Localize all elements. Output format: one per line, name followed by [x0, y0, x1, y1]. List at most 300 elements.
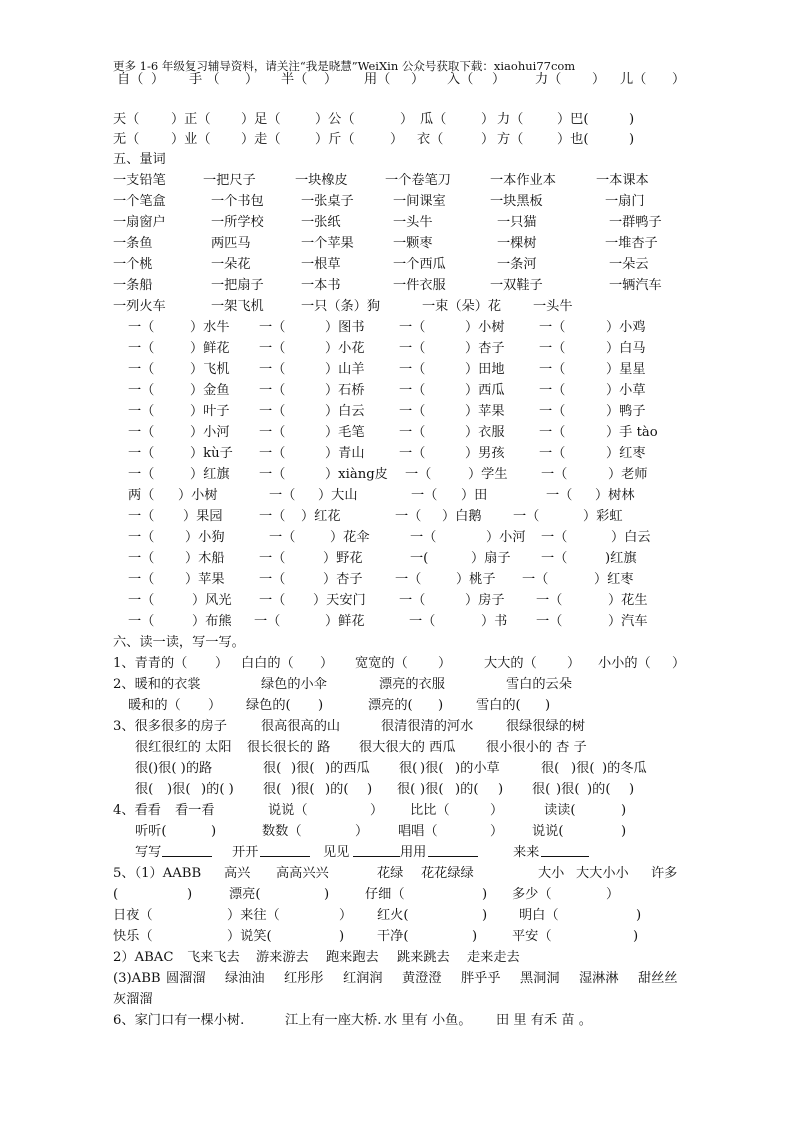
line-text: 六、读一读，写一写。 — [113, 635, 245, 650]
line-text: 一（ — [259, 383, 286, 398]
line-text: ）书 — [481, 614, 508, 629]
line-text: 五、量词 — [113, 152, 166, 167]
line-text: 看一看 — [175, 803, 215, 818]
line-text: 用用 — [400, 845, 427, 860]
line-text: 一个苹果 — [301, 236, 354, 251]
line-text: 一块黑板 — [490, 194, 543, 209]
line-text: 一（ — [128, 509, 155, 524]
line-text: 江上有一座大桥. — [285, 1013, 382, 1028]
line-text: ） — [490, 803, 504, 818]
line-text: 一（ — [546, 488, 573, 503]
line-text: 黑洞洞 — [520, 971, 560, 986]
line-text: 一（ — [541, 551, 568, 566]
line-text: 半（ — [281, 72, 308, 87]
line-text: ) — [438, 698, 444, 713]
line-text: 一（ — [259, 362, 286, 377]
line-text: 很( — [532, 782, 551, 797]
line-text: 灰溜溜 — [113, 992, 153, 1007]
line-text: ）男孩 — [465, 446, 505, 461]
line-text: 许多 — [651, 866, 678, 881]
line-text: ） — [339, 908, 353, 923]
line-text: 一（ — [399, 383, 426, 398]
line-text: 明白（ — [519, 908, 559, 923]
line-text: ） — [208, 698, 222, 713]
line-text: 很大很大的 西瓜 — [359, 740, 456, 755]
line-text: ）花伞 — [330, 530, 370, 545]
line-text: 一头牛 — [393, 215, 433, 230]
line-text: 红彤彤 — [284, 971, 324, 986]
line-text: 衣（ — [417, 132, 444, 147]
line-text: ）小狗 — [185, 530, 225, 545]
line-text: ) — [472, 929, 478, 944]
line-text: 一辆汽车 — [609, 278, 662, 293]
line-text: )的( ) — [201, 782, 234, 797]
line-text: ）果园 — [183, 509, 223, 524]
line-text: 2、暖和的衣裳 — [113, 677, 201, 692]
line-text: 一个笔盒 — [113, 194, 166, 209]
line-text: 一（ — [269, 488, 296, 503]
line-text: 一张纸 — [301, 215, 341, 230]
line-text: )很( — [571, 761, 595, 776]
answer-blank[interactable] — [260, 843, 310, 857]
line-text: )很( )的路 — [153, 761, 213, 776]
line-text: ) — [621, 803, 627, 818]
line-text: 一间课室 — [393, 194, 446, 209]
line-text: ）野花 — [323, 551, 363, 566]
line-text: 一（ — [259, 404, 286, 419]
line-text: 平安（ — [512, 929, 552, 944]
line-text: 一朵花 — [211, 257, 251, 272]
line-text: ) — [367, 782, 373, 797]
answer-blank[interactable] — [428, 843, 478, 857]
line-text: )很( — [291, 761, 315, 776]
line-text: 一（ — [399, 362, 426, 377]
line-text: ）山羊 — [325, 362, 365, 377]
line-text: 一( — [410, 551, 429, 566]
line-text: 一（ — [513, 509, 540, 524]
line-text: 一（ — [539, 320, 566, 335]
line-text: )的( — [455, 782, 479, 797]
line-text: )很( — [291, 782, 315, 797]
line-text: 一（ — [128, 530, 155, 545]
line-text: ） — [215, 656, 229, 671]
line-text: 走来走去 — [467, 950, 520, 965]
line-text: 听听( — [135, 824, 167, 839]
line-text: 湿淋淋 — [579, 971, 619, 986]
line-text: ）鲜花 — [190, 341, 230, 356]
line-text: ) — [636, 908, 642, 923]
line-text: 很( — [135, 761, 154, 776]
line-text: 很绿很绿的树 — [506, 719, 586, 734]
line-text: ） — [606, 887, 620, 902]
line-text: ） — [320, 656, 334, 671]
line-text: 一扇窗户 — [113, 215, 166, 230]
line-text: ）小花 — [325, 341, 365, 356]
line-text: ）杏子 — [323, 572, 363, 587]
line-text: 水 里有 小鱼。 — [384, 1013, 472, 1028]
line-text: 一条河 — [497, 257, 537, 272]
line-text: ）大山 — [318, 488, 358, 503]
line-text: ） — [481, 132, 495, 147]
line-text: 一本书 — [301, 278, 341, 293]
line-text: 一（ — [539, 383, 566, 398]
page-header: 更多 1-6 年级复习辅导资料，请关注“我是晓慧”WeiXin 公众号获取下载：xiaohui77com — [113, 59, 576, 73]
line-text: 快乐（ — [113, 929, 153, 944]
line-text: ）图书 — [325, 320, 365, 335]
line-text: ) — [482, 908, 488, 923]
line-text: 花花绿绿 — [421, 866, 474, 881]
line-text: 来来 — [513, 845, 540, 860]
line-text: ）衣服 — [465, 425, 505, 440]
line-text: 很红很红的 太阳 — [135, 740, 232, 755]
line-text: ）毛笔 — [325, 425, 365, 440]
line-text: ）小河 — [190, 425, 230, 440]
line-text: 很清很清的河水 — [381, 719, 474, 734]
line-text: 一（ — [541, 467, 568, 482]
line-text: 比比（ — [410, 803, 450, 818]
line-text: 一（ — [522, 572, 549, 587]
line-text: 宽宽的（ — [355, 656, 408, 671]
line-text: 6、家门口有一棵小树. — [113, 1013, 245, 1028]
line-text: ( — [113, 887, 119, 902]
line-text: 一只（条）狗 — [301, 299, 381, 314]
line-text: 自（ — [117, 72, 144, 87]
line-text: 一本作业本 — [490, 173, 556, 188]
line-text: 一（ — [539, 446, 566, 461]
line-text: 一（ — [269, 530, 296, 545]
line-text: 一（ — [539, 404, 566, 419]
line-text: 很( — [263, 761, 282, 776]
answer-blank[interactable] — [353, 843, 400, 857]
line-text: 一本课本 — [596, 173, 649, 188]
line-text: 写写 — [135, 845, 162, 860]
line-text: 一（ — [128, 572, 155, 587]
line-text: 一（ — [128, 404, 155, 419]
line-text: 一张桌子 — [301, 194, 354, 209]
line-text: 漂亮( — [229, 887, 261, 902]
line-text: ）苹果 — [465, 404, 505, 419]
line-text: 胖乎乎 — [461, 971, 501, 986]
line-text: 说说（ — [268, 803, 308, 818]
line-text: 一（ — [259, 425, 286, 440]
line-text: ）走（ — [241, 132, 281, 147]
line-text: )很( — [420, 761, 444, 776]
line-text: )很( — [167, 782, 191, 797]
line-text: 一根草 — [301, 257, 341, 272]
line-text: ）杏子 — [465, 341, 505, 356]
line-text: ）斤（ — [315, 132, 355, 147]
line-text: 一（ — [259, 467, 286, 482]
line-text: )的西瓜 — [325, 761, 370, 776]
line-text: ) — [629, 782, 635, 797]
line-text: 手 （ — [189, 72, 220, 87]
line-text: ）星星 — [606, 362, 646, 377]
line-text: 暖和的（ — [128, 698, 181, 713]
line-text: 一个西瓜 — [393, 257, 446, 272]
line-text: ) — [324, 887, 330, 902]
line-text: 一（ — [128, 467, 155, 482]
line-text: ）xiàng皮 — [325, 467, 388, 482]
line-text: 很( — [397, 782, 416, 797]
line-text: 漂亮的( — [368, 698, 413, 713]
line-text: 一（ — [259, 551, 286, 566]
line-text: 飞来飞去 — [187, 950, 240, 965]
line-text: ）田 — [461, 488, 488, 503]
line-text: 高高兴兴 — [276, 866, 329, 881]
line-text: ） — [481, 112, 495, 127]
line-text: 一所学校 — [211, 215, 264, 230]
line-text: 一颗枣 — [393, 236, 433, 251]
line-text: ）房子 — [465, 593, 505, 608]
line-text: 很( — [541, 761, 560, 776]
line-text: )的( — [587, 782, 611, 797]
line-text: 一（ — [411, 488, 438, 503]
line-text: 一群鸭子 — [609, 215, 662, 230]
line-text: ）白云 — [611, 530, 651, 545]
line-text: (3)ABB — [113, 971, 161, 986]
line-text: 无（ — [113, 132, 140, 147]
line-text: ） — [490, 824, 504, 839]
line-text: 漂亮的衣服 — [379, 677, 445, 692]
line-text: 很( — [399, 761, 418, 776]
line-text: 一（ — [399, 593, 426, 608]
line-text: 很长很长的 路 — [247, 740, 331, 755]
line-text: )红旗 — [605, 551, 637, 566]
line-text: ）业（ — [171, 132, 211, 147]
line-text: ）白马 — [606, 341, 646, 356]
line-text: 一条船 — [113, 278, 153, 293]
line-text: 一把扇子 — [211, 278, 264, 293]
line-text: ）花生 — [608, 593, 648, 608]
line-text: ）苹果 — [185, 572, 225, 587]
line-text: ） — [355, 824, 369, 839]
line-text: ）扇子 — [471, 551, 511, 566]
line-text: 一（ — [128, 362, 155, 377]
line-text: )很( — [420, 782, 444, 797]
line-text: 日夜（ — [113, 908, 153, 923]
line-text: ）树林 — [595, 488, 635, 503]
line-text: 一（ — [536, 593, 563, 608]
line-text: ）kù子 — [190, 446, 233, 461]
line-text: 很( — [263, 782, 282, 797]
line-text: 一（ — [395, 572, 422, 587]
line-text: ） — [324, 72, 338, 87]
line-text: 一支铅笔 — [113, 173, 166, 188]
line-text: ) — [187, 887, 193, 902]
line-text: ） — [390, 132, 404, 147]
line-text: 一只猫 — [497, 215, 537, 230]
line-text: 瓜（ — [420, 112, 447, 127]
line-text: ）公（ — [315, 112, 355, 127]
line-text: )的( — [325, 782, 349, 797]
line-text: 绿油油 — [225, 971, 265, 986]
line-text: 5、（1）AABB — [113, 866, 202, 881]
line-text: ）说笑( — [227, 929, 272, 944]
line-text: 一（ — [410, 530, 437, 545]
line-text: 一（ — [128, 551, 155, 566]
line-text: ） — [438, 656, 452, 671]
line-text: ）木船 — [185, 551, 225, 566]
line-text: ） — [492, 72, 506, 87]
line-text: 一架飞机 — [211, 299, 264, 314]
line-text: )的冬瓜 — [602, 761, 647, 776]
line-text: ）红花 — [301, 509, 341, 524]
line-text: ） — [592, 72, 606, 87]
line-text: 见见 — [323, 845, 350, 860]
line-text: 4、看看 — [113, 803, 161, 818]
line-text: ) — [339, 929, 345, 944]
answer-blank[interactable] — [162, 843, 212, 857]
line-text: 天（ — [113, 112, 140, 127]
line-text: ）小草 — [606, 383, 646, 398]
line-text: 一棵树 — [497, 236, 537, 251]
line-text: ） — [245, 72, 259, 87]
line-text: ） — [370, 803, 384, 818]
line-text: ) — [629, 112, 635, 127]
line-text: 小小的（ — [598, 656, 651, 671]
line-text: 一（ — [259, 509, 286, 524]
line-text: ）红枣 — [606, 446, 646, 461]
line-text: 一（ — [128, 446, 155, 461]
line-text: 一（ — [539, 425, 566, 440]
line-text: 入（ — [447, 72, 474, 87]
line-text: ）小树 — [178, 488, 218, 503]
line-text: 一（ — [128, 614, 155, 629]
line-text: ）红枣 — [594, 572, 634, 587]
line-text: ）彩虹 — [583, 509, 623, 524]
line-text: 一列火车 — [113, 299, 166, 314]
line-text: 雪白的云朵 — [506, 677, 572, 692]
line-text: 一件衣服 — [393, 278, 446, 293]
line-text: ）桃子 — [456, 572, 496, 587]
line-text: 多少（ — [512, 887, 552, 902]
line-text: 一（ — [399, 425, 426, 440]
line-text: ）鲜花 — [325, 614, 365, 629]
line-text: 一（ — [399, 341, 426, 356]
line-text: 力（ — [497, 112, 524, 127]
line-text: ） — [672, 72, 686, 87]
line-text: ）鸭子 — [606, 404, 646, 419]
line-text: ）青山 — [325, 446, 365, 461]
line-text: 很小很小的 杏 子 — [486, 740, 587, 755]
line-text: ）金鱼 — [190, 383, 230, 398]
line-text: 一（ — [405, 467, 432, 482]
line-text: 读读( — [544, 803, 576, 818]
line-text: 力（ — [535, 72, 562, 87]
line-text: 雪白的( — [476, 698, 521, 713]
line-text: 两匹马 — [211, 236, 251, 251]
line-text: ）石桥 — [325, 383, 365, 398]
line-text: 方（ — [497, 132, 524, 147]
line-text: ）小河 — [486, 530, 526, 545]
line-text: ） — [567, 656, 581, 671]
line-text: ）风光 — [192, 593, 232, 608]
line-text: 一（ — [259, 572, 286, 587]
line-text: ）飞机 — [190, 362, 230, 377]
line-text: 田 里 有禾 苗 。 — [496, 1013, 592, 1028]
line-text: 很( — [135, 782, 154, 797]
line-text: 一（ — [259, 320, 286, 335]
line-text: 一（ — [395, 509, 422, 524]
line-text: ) — [211, 824, 217, 839]
line-text: 一把尺子 — [203, 173, 256, 188]
line-text: 2）ABAC — [113, 950, 174, 965]
line-text: ）老师 — [608, 467, 648, 482]
line-text: 一（ — [259, 341, 286, 356]
line-text: 儿（ — [620, 72, 647, 87]
line-text: ）巴( — [557, 112, 589, 127]
line-text: 一堆杏子 — [605, 236, 658, 251]
line-text: 白白的（ — [241, 656, 294, 671]
line-text: 开开 — [232, 845, 259, 860]
line-text: ) — [629, 132, 635, 147]
line-text: ) — [498, 782, 504, 797]
line-text: ) — [633, 929, 639, 944]
line-text: 一（ — [128, 593, 155, 608]
line-text: 两（ — [128, 488, 155, 503]
line-text: ）正（ — [171, 112, 211, 127]
line-text: 一（ — [128, 320, 155, 335]
line-text: ) — [621, 824, 627, 839]
line-text: 用（ — [364, 72, 391, 87]
line-text: 一个书包 — [211, 194, 264, 209]
line-text: 花绿 — [377, 866, 404, 881]
line-text: ） — [151, 72, 165, 87]
answer-blank[interactable] — [541, 843, 589, 857]
line-text: 一（ — [399, 320, 426, 335]
line-text: 黄澄澄 — [402, 971, 442, 986]
line-text: 一（ — [399, 404, 426, 419]
line-text: 大大的（ — [484, 656, 537, 671]
line-text: ） — [672, 656, 686, 671]
line-text: 绿色的小伞 — [261, 677, 327, 692]
line-text: ）小鸡 — [606, 320, 646, 335]
line-text: 一个桃 — [113, 257, 153, 272]
line-text: 一束（朵）花 — [422, 299, 502, 314]
line-text: 一（ — [254, 614, 281, 629]
line-text: 一双鞋子 — [490, 278, 543, 293]
line-text: ）田地 — [465, 362, 505, 377]
line-text: 一条鱼 — [113, 236, 153, 251]
line-text: 大小 — [538, 866, 565, 881]
line-text: 圆溜溜 — [166, 971, 206, 986]
line-text: 一（ — [128, 383, 155, 398]
line-text: )很( — [556, 782, 580, 797]
line-text: ) — [482, 887, 488, 902]
line-text: 一（ — [259, 593, 286, 608]
line-text: 一扇门 — [605, 194, 645, 209]
line-text: ）叶子 — [190, 404, 230, 419]
line-text: 一（ — [539, 362, 566, 377]
line-text: 1、青青的（ — [113, 656, 188, 671]
line-text: 跑来跑去 — [326, 950, 379, 965]
line-text: 一（ — [536, 614, 563, 629]
line-text: 很高很高的山 — [261, 719, 341, 734]
line-text: ）足（ — [241, 112, 281, 127]
line-text: 一（ — [128, 341, 155, 356]
line-text: ）白云 — [325, 404, 365, 419]
line-text: 一头牛 — [533, 299, 573, 314]
line-text: 仔细（ — [365, 887, 405, 902]
line-text: ）天安门 — [313, 593, 366, 608]
line-text: 唱唱（ — [398, 824, 438, 839]
line-text: ）白鹅 — [442, 509, 482, 524]
line-text: ）小树 — [465, 320, 505, 335]
line-text: ) — [318, 698, 324, 713]
line-text: 绿色的( — [246, 698, 291, 713]
line-text: ）来往（ — [227, 908, 280, 923]
line-text: 甜丝丝 — [638, 971, 678, 986]
